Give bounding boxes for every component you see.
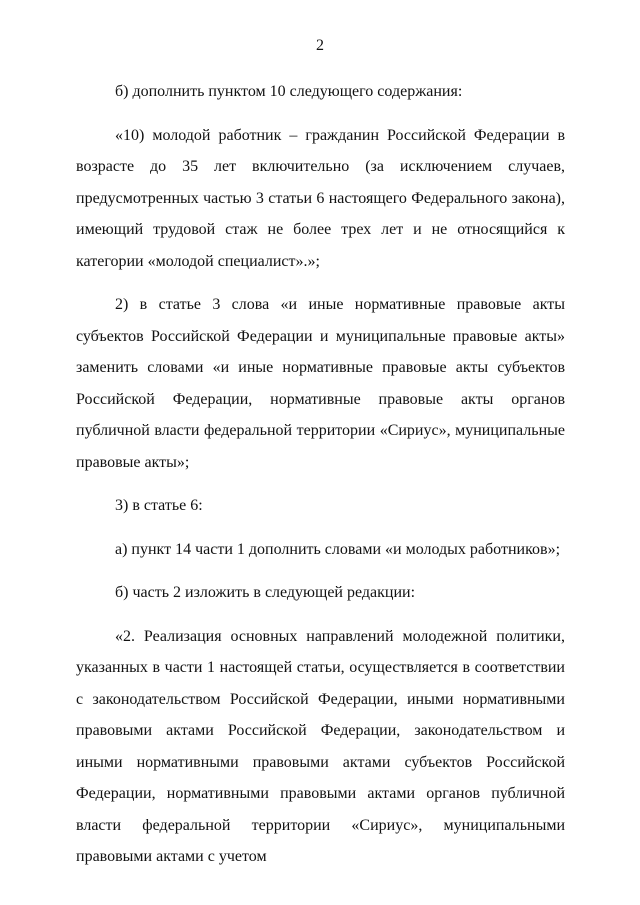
paragraph-article-3: 2) в статье 3 слова «и иные нормативные правовые акты субъектов Российской Федерации и муниципальные правовые акты» заменить словами «и иные нормативные правовые акты субъектов Российской Федерации, нормативные правовые акты органов публичной власти федеральной территории «Сириус», муниципальные правовые акты»; bbox=[76, 296, 565, 471]
paragraph-part-2-text: «2. Реализация основных направлений молодежной политики, указанных в части 1 настоящей статьи, осуществляется в соответствии с законодательством Российской Федерации, иными нормативными правовыми актами Российской Федерации, законодательством и иными нормативными правовыми актами субъектов Российской Федерации, нормативными правовыми актами органов публичной власти федеральной территории «Сириус», муниципальными правовыми актами с учетом bbox=[76, 627, 565, 865]
paragraph-young-worker-definition: «10) молодой работник – гражданин Российской Федерации в возрасте до 35 лет включительно (за исключением случаев, предусмотренных частью 3 статьи 6 настоящего Федерального закона), имеющий трудовой стаж не более трех лет и не относящийся к категории «молодой специалист».»; bbox=[76, 126, 565, 270]
paragraph-amendment-b: б) дополнить пунктом 10 следующего содержания: bbox=[115, 83, 463, 100]
page-number: 2 bbox=[316, 37, 324, 54]
paragraph-clause-14: а) пункт 14 части 1 дополнить словами «и молодых работников»; bbox=[115, 540, 561, 558]
document-body bbox=[76, 76, 565, 885]
paragraph-article-6: 3) в статье 6: bbox=[115, 497, 203, 514]
paragraph-part-2-intro: б) часть 2 изложить в следующей редакции: bbox=[115, 584, 416, 601]
